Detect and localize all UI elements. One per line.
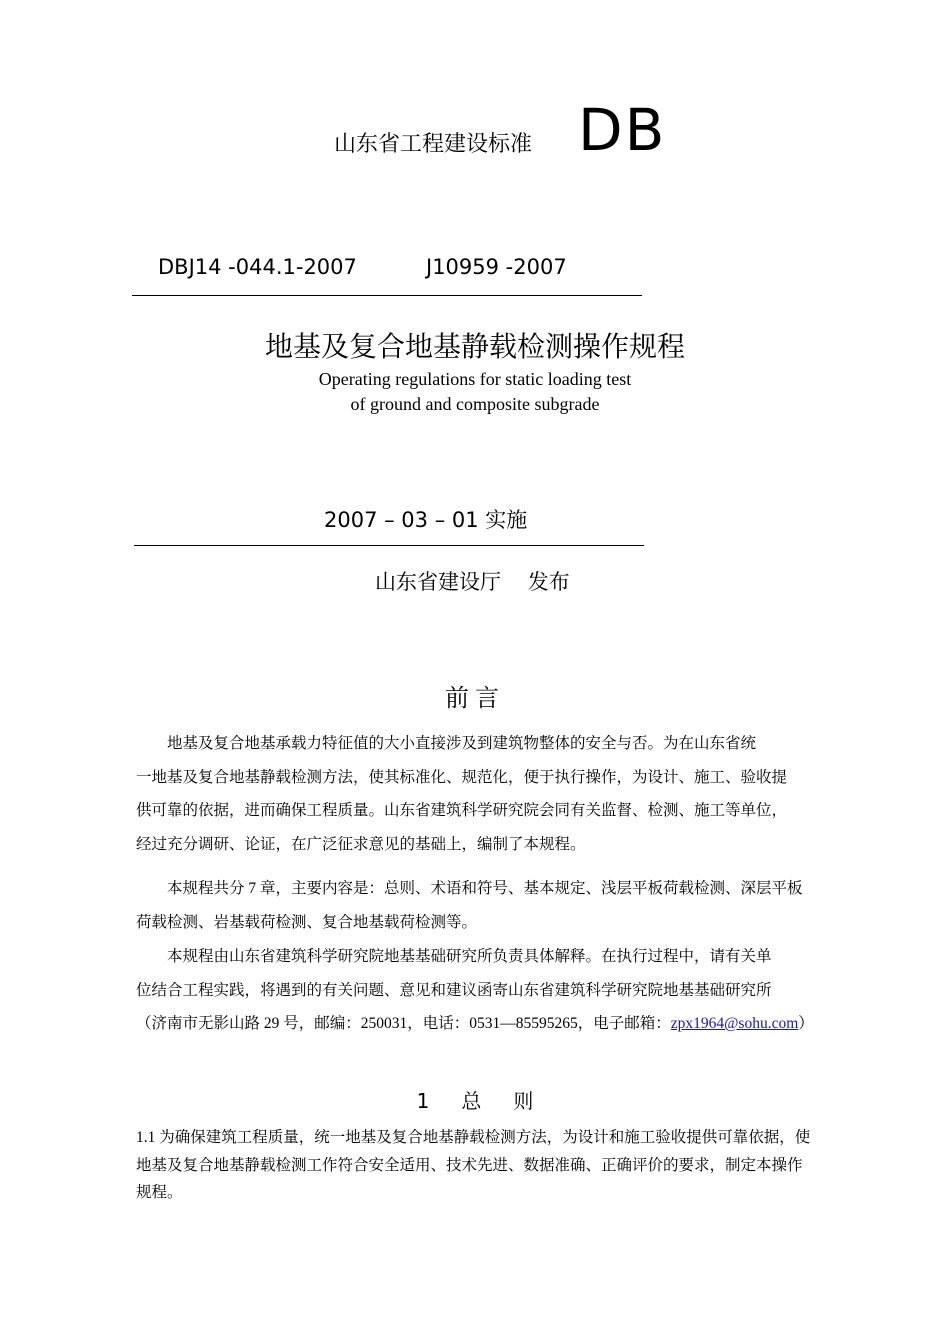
email-link[interactable]: zpx1964@sohu.com — [670, 1015, 799, 1032]
text-line: 经过充分调研、论证，在广泛征求意见的基础上，编制了本规程。 — [136, 835, 586, 853]
text-line: 供可靠的依据，进而确保工程质量。山东省建筑科学研究院会同有关监督、检测、施工等单位， — [136, 802, 788, 819]
english-title-line-1: Operating regulations for static loading test — [318, 369, 632, 389]
chapter-number: 1 — [416, 1089, 430, 1113]
header-divider — [132, 295, 642, 296]
chapter-title-char: 总 — [461, 1089, 482, 1113]
preface-paragraph — [136, 940, 816, 1041]
standard-label: 山东省工程建设标准 — [334, 132, 533, 157]
chapter-title-char: 则 — [513, 1089, 534, 1113]
text-line: 地基及复合地基承载力特征值的大小直接涉及到建筑物整体的安全与否。为在山东省统 — [167, 735, 757, 752]
contact-line — [136, 1007, 816, 1041]
text-line: 荷载检测、岩基载荷检测、复合地基载荷检测等。 — [136, 913, 478, 931]
preface-paragraph — [136, 872, 816, 939]
publisher: 山东省建设厅 发布 — [375, 570, 570, 594]
contact-suffix: ） — [798, 1015, 814, 1032]
date-divider — [134, 545, 644, 546]
text-line: 位结合工程实践，将遇到的有关问题、意见和建议函寄山东省建筑科学研究院地基基础研究所 — [136, 981, 772, 999]
text-line: 一地基及复合地基静载检测方法，使其标准化、规范化，便于执行操作，为设计、施工、验收提 — [136, 768, 788, 786]
preface-paragraph — [136, 727, 816, 861]
record-code: J10959 -2007 — [426, 255, 567, 279]
standard-code: DBJ14 -044.1-2007 — [158, 255, 357, 279]
text-line: 本规程共分 7 章，主要内容是：总则、术语和符号、基本规定、浅层平板荷载检测、深层平板 — [167, 880, 803, 897]
document-title: 地基及复合地基静载检测操作规程 — [264, 332, 685, 363]
effective-date: 2007 – 03 – 01 实施 — [324, 508, 528, 532]
chapter-title — [0, 1085, 950, 1114]
clause-1-1: 1.1 为确保建筑工程质量，统一地基及复合地基静载检测方法，为设计和施工验收提供可靠依据，使地基及复合地基静载检测工作符合安全适用、技术先进、数据准确、正确评价的要求，制定本操作规程。 — [136, 1129, 811, 1201]
db-mark: DB — [578, 96, 667, 164]
english-title-line-2: of ground and composite subgrade — [350, 394, 600, 414]
contact-text: （济南市无影山路 29 号，邮编：250031，电话：0531—85595265，电子邮箱： — [136, 1015, 671, 1032]
text-line: 本规程由山东省建筑科学研究院地基基础研究所负责具体解释。在执行过程中，请有关单 — [167, 948, 772, 965]
preface-title: 前言 — [445, 686, 505, 712]
